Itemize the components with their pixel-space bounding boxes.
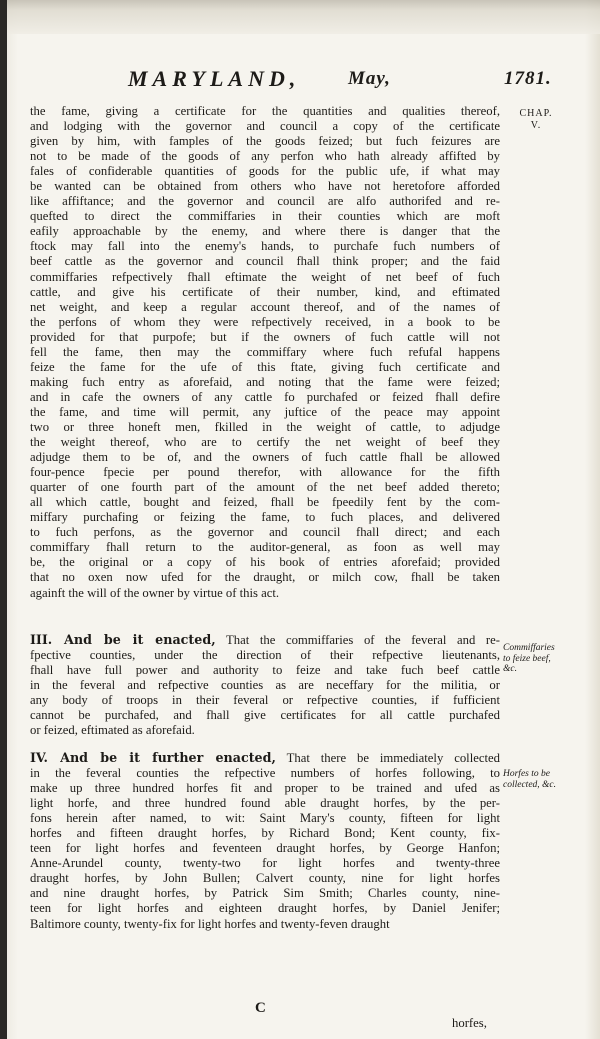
text-line: fell the fame, then may the commiffary where fuch refufal happens [30, 344, 500, 359]
text-line: commiffary fhall return to the auditor-general, as foon as well may [30, 540, 500, 555]
text-line: light horfe, and three hundred found able draught horfes, by the per- [30, 796, 500, 811]
text-line: provided for that purpofe; but if the owners of fuch cattle will not [30, 329, 500, 344]
running-head-year: 1781. [504, 68, 552, 89]
text-line: the fame, giving a certificate for the quantities and qualities thereof, [30, 104, 500, 118]
text-line: net weight, and keep a regular account thereof, and of the names of [30, 299, 500, 314]
text-line [30, 750, 500, 766]
text-line: in the feveral and refpective counties as are neceffary for the militia, or [30, 678, 500, 693]
margin-note-line: collected, &c. [503, 779, 557, 790]
text-line: to fuch perfons, as the governor and council fhall direct; and each [30, 525, 500, 540]
text-line: Anne-Arundel county, twenty-two for light horfes and twenty-three [30, 856, 500, 871]
text-line: againft the will of the owner by virtue of this act. [30, 585, 280, 600]
text-line: be, the original or a copy of his book of entries aforefaid; provided [30, 555, 500, 570]
catchword: horfes, [452, 1016, 487, 1030]
running-head-state: MARYLAND, [128, 66, 301, 91]
text-line: fales of confiderable quantities of goods for the public ufe, if what may [30, 164, 500, 179]
text-line: make up three hundred horfes fit and proper to be trained and ufed as [30, 781, 500, 796]
margin-note-line: to feize beef, [503, 653, 551, 664]
text-line: ftock may fall into the enemy's hands, to purchafe fuch numbers of [30, 239, 500, 254]
running-head [120, 66, 560, 94]
text-line: beef cattle as the governor and council fhall think proper; and the faid [30, 254, 500, 269]
margin-note-line: &c. [503, 664, 517, 674]
text-line: or feized, eftimated as aforefaid. [30, 723, 195, 738]
text-line: four-pence fpecie per pound therefor, with allowance for the fifth [30, 465, 500, 480]
text-line: fhall have full power and authority to feize and take fuch beef cattle [30, 663, 500, 678]
text-line: two or three honeft men, fkilled in the weight of cattle, to adjudge [30, 419, 500, 434]
text-line: Baltimore county, twenty-fix for light horfes and twenty-feven draught [30, 916, 390, 931]
page-top-shadow [0, 0, 600, 34]
text-line: teen for light horfes and feventeen draught horfes, by George Hanfon; [30, 841, 500, 856]
text-line: and lodging with the governor and council a copy of the certificate [30, 119, 500, 134]
text-line: the fame, and time will permit, any juftice of the peace may appoint [30, 404, 500, 419]
text-line: quefted to direct the commiffaries in their counties which are moft [30, 209, 500, 224]
text-line: all which cattle, bought and feized, fhall be fpeedily fent by the com- [30, 495, 500, 510]
signature-mark: C [255, 1000, 266, 1016]
text-line: making fuch entry as aforefaid, and noting that the fame were feized; [30, 374, 500, 389]
chapter-label [506, 108, 566, 132]
text-line: cannot be purchafed, and fhall give certificates for all cattle purchafed [30, 708, 500, 723]
text-line: feize the fame for the ufe of this ftate, giving fuch certificate and [30, 359, 500, 374]
text-line: commiffaries refpectively fhall eftimate the weight of net beef of fuch [30, 269, 500, 284]
text-line: in the feveral counties the refpective numbers of horfes following, to [30, 766, 500, 781]
text-line: eafily approachable by the enemy, and where there is danger that the [30, 224, 500, 239]
text-line: and nine draught horfes, by Patrick Sim Smith; Charles county, nine- [30, 886, 500, 901]
margin-note-commissaries [503, 643, 581, 675]
text-line: be wanted can be obtained from others who have not heretofore afforded [30, 179, 500, 194]
text-line: the weight thereof, who are to certify the net weight of beef they [30, 435, 500, 450]
text-line: miffary purchafing or feizing the fame, to fuch places, and delivered [30, 510, 500, 525]
text-line: and in cafe the owners of any cattle fo purchafed or feized fhall defire [30, 389, 500, 404]
text-line: adjudge them to be of, and the owners of fuch cattle fhall be allowed [30, 450, 500, 465]
text-line: given by him, with famples of the goods feized; but fuch feizures are [30, 134, 500, 149]
margin-note-line: Horfes to be [503, 769, 550, 779]
text-line: fons herein after named, to wit: Saint Mary's county, fifteen for light [30, 811, 500, 826]
paragraph-section-iv [30, 750, 500, 932]
margin-note-line: Commiffaries [503, 643, 555, 653]
paragraph-continuation [30, 104, 500, 601]
paragraph-section-iii [30, 632, 500, 738]
text-line-body: That there be immediately collected [286, 751, 500, 765]
text-line: any body of troops in their feveral or refpective counties, if fufficient [30, 693, 500, 708]
text-line: draught horfes, by John Bullen; Calvert county, nine for light horfes [30, 871, 500, 886]
text-line: not to be made of the goods of any perfon who hath already affifted by [30, 149, 500, 164]
text-line: quarter of one fourth part of the amount of the net beef added thereto; [30, 480, 500, 495]
text-line: fpective counties, under the direction of their refpective lieutenants, [30, 648, 500, 663]
text-line-body: That the commiffaries of the feveral and re- [226, 633, 501, 647]
page-binding-edge [0, 0, 7, 1039]
section-heading: IV. And be it further enacted, [30, 750, 276, 765]
text-line: like affiftance; and the governor and council are alfo authorifed and re- [30, 194, 500, 209]
text-line [30, 632, 500, 648]
chapter-word: CHAP. [519, 108, 553, 119]
running-head-month: May, [348, 68, 391, 89]
margin-note-horses [503, 769, 581, 790]
text-line: the perfons of whom they were refpectively received, in a book to be [30, 314, 500, 329]
text-line: horfes and fifteen draught horfes, by Richard Bond; Kent county, fix- [30, 826, 500, 841]
text-line: that no oxen now ufed for the draught, or milch cow, fhall be taken [30, 570, 500, 585]
section-heading: III. And be it enacted, [30, 632, 216, 647]
text-line: cattle, and give his certificate of their number, kind, and eftimated [30, 284, 500, 299]
text-line: teen for light horfes and eighteen draught horfes, by Daniel Jenifer; [30, 901, 500, 916]
chapter-number: V. [530, 120, 542, 131]
